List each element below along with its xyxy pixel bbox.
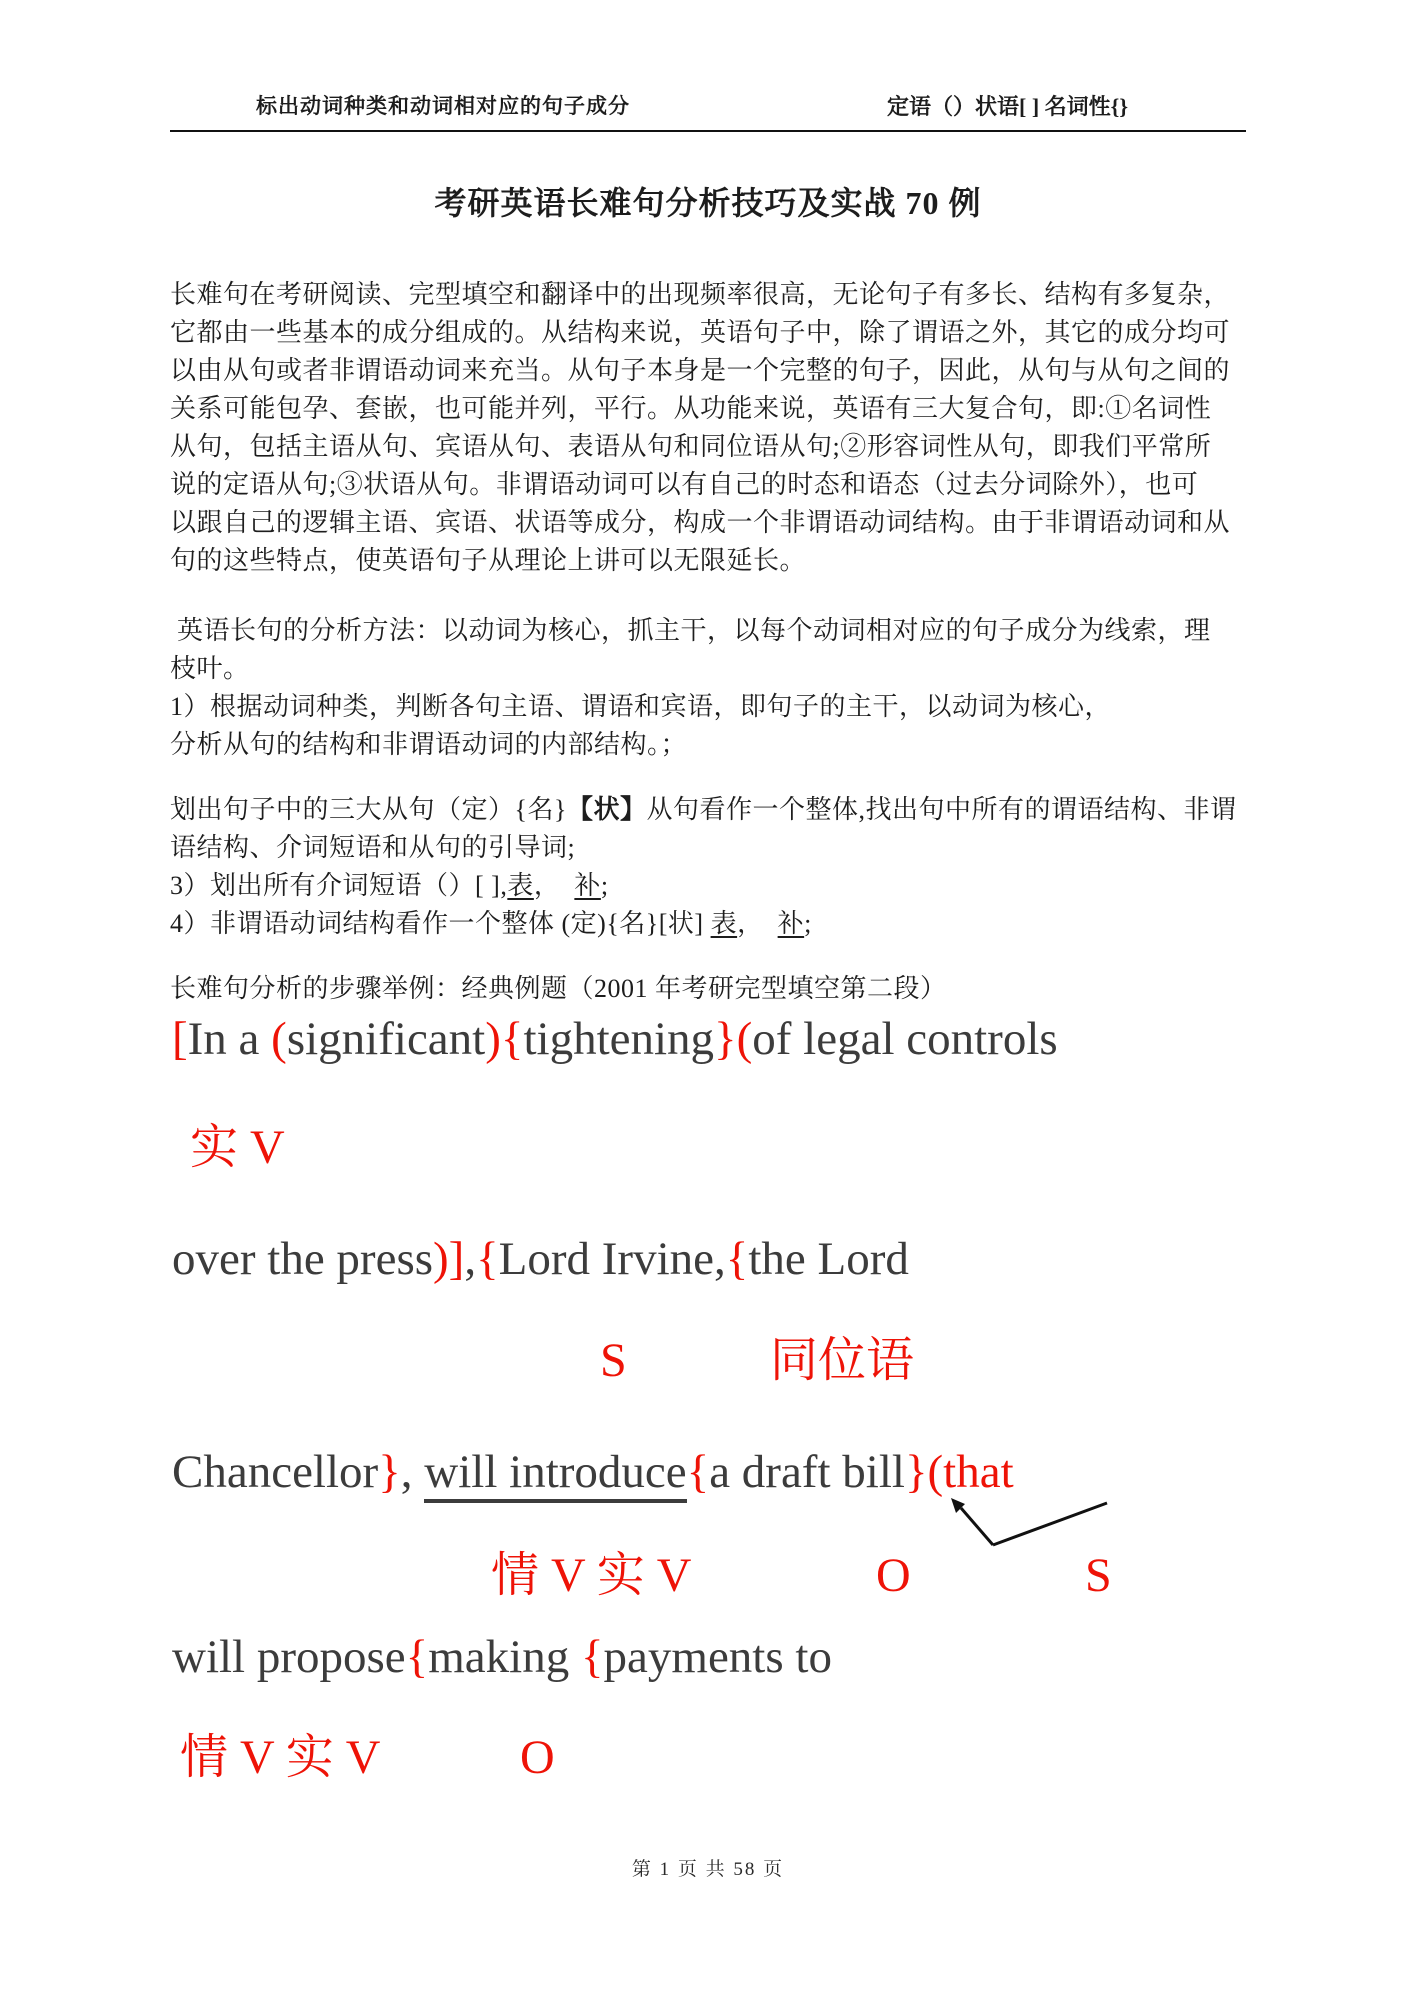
text-run: 英语长句的分析方法：以动词为核心，抓主干，以每个动词相对应的句子成分为线索，理 <box>170 616 1211 645</box>
object-label: O <box>876 1549 911 1602</box>
text-run: 长难句在考研阅读、完型填空和翻译中的出现频率很高，无论句子有多长、结构有多复杂， <box>170 280 1231 309</box>
text-run: will introduce <box>424 1446 686 1503</box>
text-run: [ <box>172 1013 188 1065</box>
annotation-row-1 <box>170 1122 1310 1184</box>
doc-title: 考研英语长难句分析技巧及实战 70 例 <box>434 185 982 221</box>
text-line <box>170 829 1260 867</box>
text-run: 表 <box>507 871 534 900</box>
text-run: } <box>714 1013 737 1065</box>
subject-label-2: S <box>1085 1549 1112 1602</box>
text-run: { <box>725 1233 749 1285</box>
text-run: } <box>904 1446 928 1498</box>
text-run: 从句看作一个整体,找出句中所有的谓语结构、非谓 <box>646 795 1237 824</box>
object-label-2: O <box>520 1731 555 1784</box>
subject-label: S <box>600 1334 627 1387</box>
text-line <box>170 650 1260 688</box>
annotation-row-4 <box>170 1732 1310 1794</box>
pointer-arrow <box>935 1492 1120 1554</box>
header-right-text: 定语（）状语[ ] 名词性{} <box>887 94 1128 119</box>
text-run: 长难句分析的步骤举例：经典例题（2001 年考研完型填空第二段） <box>170 974 947 1003</box>
text-run: significant <box>286 1013 486 1065</box>
text-line <box>170 726 1260 764</box>
text-run: 1）根据动词种类，判断各句主语、谓语和宾语，即句子的主干，以动词为核心， <box>170 692 1112 721</box>
text-line <box>170 688 1260 726</box>
text-line <box>170 390 1260 428</box>
text-run: 3）划出所有介词短语（）[ ], <box>170 871 508 900</box>
text-line <box>170 791 1260 829</box>
text-line <box>170 466 1260 504</box>
text-run: ) <box>485 1013 501 1065</box>
appositive-label: 同位语 <box>770 1334 915 1387</box>
text-run: 分析从句的结构和非谓语动词的内部结构。； <box>170 730 688 759</box>
text-line <box>170 428 1260 466</box>
text-run: { <box>476 1233 499 1285</box>
text-run: 表 <box>710 909 738 938</box>
text-run: } <box>378 1446 401 1498</box>
text-line <box>170 352 1260 390</box>
text-run: ， <box>533 871 575 900</box>
example-line-4 <box>172 1630 1352 1684</box>
page-header <box>170 90 1246 132</box>
example-intro-paragraph <box>170 970 1260 1008</box>
text-run: { <box>686 1446 710 1498</box>
text-run: ( <box>736 1013 753 1065</box>
text-line <box>170 867 1260 905</box>
text-run: In a <box>187 1013 272 1065</box>
text-run: 补 <box>777 909 805 938</box>
example-line-3 <box>172 1445 1352 1499</box>
text-run: the Lord <box>748 1233 909 1285</box>
modal-main-verb-label-2: 情 V 实 V <box>180 1731 381 1784</box>
main-verb-label: 实 V <box>190 1121 285 1174</box>
text-run: of legal controls <box>752 1013 1058 1065</box>
text-run: 【状】 <box>566 795 647 824</box>
text-run: { <box>500 1013 524 1065</box>
text-line <box>170 905 1260 943</box>
text-run: 关系可能包孕、套嵌，也可能并列，平行。从功能来说，英语有三大复合句，即:①名词性 <box>170 394 1212 423</box>
text-run: making <box>428 1631 581 1683</box>
text-run: 以由从句或者非谓语动词来充当。从句子本身是一个完整的句子，因此，从句与从句之间的 <box>170 356 1231 385</box>
text-run: ; <box>600 871 609 900</box>
text-run: ; <box>804 909 812 938</box>
text-run: (that <box>927 1446 1014 1498</box>
annotation-row-2 <box>170 1335 1310 1397</box>
text-run: 划出句子中的三大从句（定）{名} <box>170 795 567 824</box>
text-run: will propose <box>172 1631 406 1683</box>
intro-paragraph <box>170 276 1260 580</box>
text-run: Chancellor <box>172 1446 379 1498</box>
text-run: ( <box>271 1013 287 1065</box>
text-line <box>170 612 1260 650</box>
text-line <box>170 276 1260 314</box>
text-run: a draft bill <box>709 1446 905 1498</box>
example-line-1 <box>172 1012 1352 1066</box>
text-run: , <box>400 1446 425 1498</box>
text-line <box>170 970 1260 1008</box>
text-run: over the press <box>172 1233 434 1285</box>
text-run: payments to <box>603 1631 832 1683</box>
text-run: 4）非谓语动词结构看作一个整体 (定){名}[状] <box>170 909 711 938</box>
annotation-row-3 <box>170 1550 1310 1612</box>
text-run: { <box>405 1631 429 1683</box>
text-line <box>170 504 1260 542</box>
text-run: 句的这些特点，使英语句子从理论上讲可以无限延长。 <box>170 546 807 575</box>
text-line <box>170 314 1260 352</box>
page-footer <box>170 1854 1246 1881</box>
text-run: 以跟自己的逻辑主语、宾语、状语等成分，构成一个非谓语动词结构。由于非谓语动词和从 <box>170 508 1231 537</box>
page-number-label: 第 1 页 共 58 页 <box>631 1859 785 1880</box>
text-run: , <box>464 1233 477 1285</box>
example-line-2 <box>172 1232 1352 1286</box>
modal-main-verb-label: 情 V 实 V <box>491 1549 692 1602</box>
header-left-text: 标出动词种类和动词相对应的句子成分 <box>256 94 630 118</box>
text-run: tightening <box>523 1013 715 1065</box>
method-paragraph <box>170 612 1260 764</box>
steps-paragraph <box>170 791 1260 943</box>
text-run: 补 <box>574 871 601 900</box>
text-run: { <box>580 1631 604 1683</box>
text-run: )] <box>433 1233 465 1285</box>
text-run: 它都由一些基本的成分组成的。从结构来说，英语句子中，除了谓语之外，其它的成分均可 <box>170 318 1231 347</box>
text-run: ， <box>737 909 778 938</box>
text-run: 枝叶。 <box>170 654 250 683</box>
text-run: 说的定语从句;③状语从句。非谓语动词可以有自己的时态和语态（过去分词除外），也可 <box>170 470 1199 499</box>
text-line <box>170 542 1260 580</box>
text-run: 语结构、介词短语和从句的引导词; <box>170 833 576 862</box>
text-run: 从句，包括主语从句、宾语从句、表语从句和同位语从句;②形容词性从句，即我们平常所 <box>170 432 1212 461</box>
text-run: Lord Irvine, <box>498 1233 726 1285</box>
